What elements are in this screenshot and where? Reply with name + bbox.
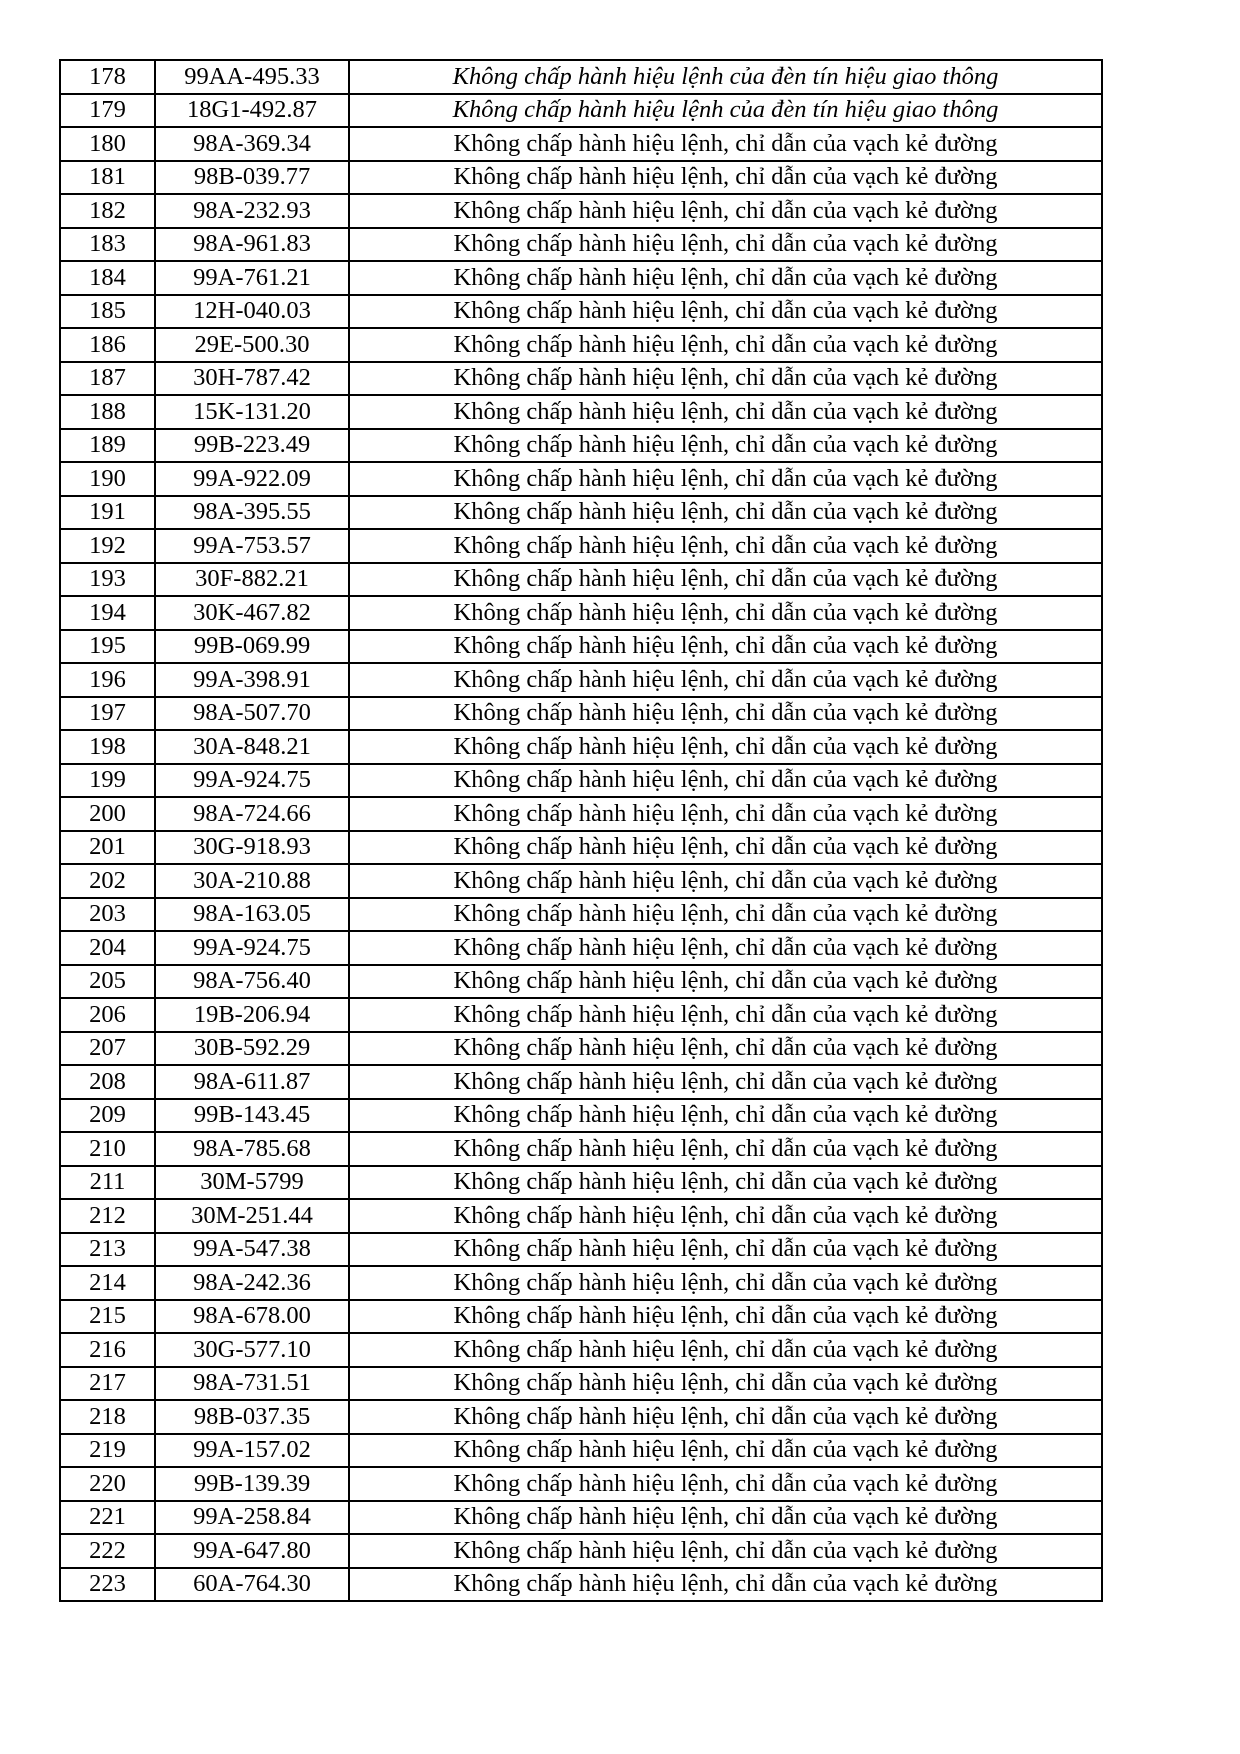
violation-description-cell: Không chấp hành hiệu lệnh, chỉ dẫn của vạch kẻ đường [349, 1367, 1102, 1401]
license-plate-cell: 99AA-495.33 [155, 60, 349, 94]
violation-description-cell: Không chấp hành hiệu lệnh, chỉ dẫn của vạch kẻ đường [349, 1099, 1102, 1133]
table-row [60, 864, 1102, 898]
violation-description-cell: Không chấp hành hiệu lệnh, chỉ dẫn của vạch kẻ đường [349, 931, 1102, 965]
license-plate-cell: 99B-223.49 [155, 429, 349, 463]
license-plate-cell: 99A-157.02 [155, 1434, 349, 1468]
table-row [60, 127, 1102, 161]
row-number-cell: 207 [60, 1032, 155, 1066]
row-number-cell: 201 [60, 831, 155, 865]
row-number-cell: 185 [60, 295, 155, 329]
license-plate-cell: 98B-037.35 [155, 1400, 349, 1434]
row-number-cell: 205 [60, 965, 155, 999]
row-number-cell: 218 [60, 1400, 155, 1434]
license-plate-cell: 98A-611.87 [155, 1065, 349, 1099]
table-row [60, 1501, 1102, 1535]
row-number-cell: 215 [60, 1300, 155, 1334]
row-number-cell: 203 [60, 898, 155, 932]
violation-description-cell: Không chấp hành hiệu lệnh, chỉ dẫn của vạch kẻ đường [349, 663, 1102, 697]
violation-description-cell: Không chấp hành hiệu lệnh, chỉ dẫn của vạch kẻ đường [349, 1534, 1102, 1568]
row-number-cell: 211 [60, 1166, 155, 1200]
table-row [60, 1132, 1102, 1166]
license-plate-cell: 30A-210.88 [155, 864, 349, 898]
violation-description-cell: Không chấp hành hiệu lệnh, chỉ dẫn của vạch kẻ đường [349, 529, 1102, 563]
table-row [60, 1032, 1102, 1066]
table-row [60, 161, 1102, 195]
table-row [60, 395, 1102, 429]
table-row [60, 94, 1102, 128]
license-plate-cell: 98A-242.36 [155, 1266, 349, 1300]
license-plate-cell: 98A-961.83 [155, 228, 349, 262]
violation-description-cell: Không chấp hành hiệu lệnh, chỉ dẫn của vạch kẻ đường [349, 462, 1102, 496]
row-number-cell: 209 [60, 1099, 155, 1133]
table-row [60, 697, 1102, 731]
violation-description-cell: Không chấp hành hiệu lệnh, chỉ dẫn của vạch kẻ đường [349, 596, 1102, 630]
row-number-cell: 193 [60, 563, 155, 597]
row-number-cell: 194 [60, 596, 155, 630]
license-plate-cell: 30M-251.44 [155, 1199, 349, 1233]
row-number-cell: 195 [60, 630, 155, 664]
row-number-cell: 198 [60, 730, 155, 764]
row-number-cell: 222 [60, 1534, 155, 1568]
row-number-cell: 178 [60, 60, 155, 94]
license-plate-cell: 30G-918.93 [155, 831, 349, 865]
row-number-cell: 202 [60, 864, 155, 898]
table-row [60, 998, 1102, 1032]
table-row [60, 1333, 1102, 1367]
license-plate-cell: 30A-848.21 [155, 730, 349, 764]
row-number-cell: 182 [60, 194, 155, 228]
license-plate-cell: 99A-761.21 [155, 261, 349, 295]
row-number-cell: 204 [60, 931, 155, 965]
license-plate-cell: 98A-678.00 [155, 1300, 349, 1334]
table-row [60, 764, 1102, 798]
table-row [60, 60, 1102, 94]
row-number-cell: 200 [60, 797, 155, 831]
violation-description-cell: Không chấp hành hiệu lệnh của đèn tín hiệu giao thông [349, 60, 1102, 94]
table-row [60, 1467, 1102, 1501]
violation-description-cell: Không chấp hành hiệu lệnh, chỉ dẫn của vạch kẻ đường [349, 1032, 1102, 1066]
license-plate-cell: 99A-647.80 [155, 1534, 349, 1568]
table-row [60, 1367, 1102, 1401]
row-number-cell: 189 [60, 429, 155, 463]
violation-description-cell: Không chấp hành hiệu lệnh, chỉ dẫn của vạch kẻ đường [349, 261, 1102, 295]
table-row [60, 462, 1102, 496]
license-plate-cell: 98A-163.05 [155, 898, 349, 932]
row-number-cell: 183 [60, 228, 155, 262]
table-row [60, 328, 1102, 362]
license-plate-cell: 98A-395.55 [155, 496, 349, 530]
row-number-cell: 210 [60, 1132, 155, 1166]
violation-description-cell: Không chấp hành hiệu lệnh, chỉ dẫn của vạch kẻ đường [349, 1333, 1102, 1367]
violation-description-cell: Không chấp hành hiệu lệnh, chỉ dẫn của vạch kẻ đường [349, 194, 1102, 228]
table-row [60, 1065, 1102, 1099]
row-number-cell: 186 [60, 328, 155, 362]
row-number-cell: 184 [60, 261, 155, 295]
table-row [60, 1568, 1102, 1602]
license-plate-cell: 99A-924.75 [155, 764, 349, 798]
row-number-cell: 214 [60, 1266, 155, 1300]
violation-description-cell: Không chấp hành hiệu lệnh, chỉ dẫn của vạch kẻ đường [349, 1166, 1102, 1200]
violation-description-cell: Không chấp hành hiệu lệnh, chỉ dẫn của vạch kẻ đường [349, 563, 1102, 597]
table-row [60, 898, 1102, 932]
table-row [60, 1534, 1102, 1568]
table-row [60, 529, 1102, 563]
license-plate-cell: 99A-922.09 [155, 462, 349, 496]
row-number-cell: 190 [60, 462, 155, 496]
table-row [60, 563, 1102, 597]
table-row [60, 663, 1102, 697]
table-row [60, 730, 1102, 764]
violation-description-cell: Không chấp hành hiệu lệnh, chỉ dẫn của vạch kẻ đường [349, 1400, 1102, 1434]
license-plate-cell: 99A-398.91 [155, 663, 349, 697]
row-number-cell: 208 [60, 1065, 155, 1099]
license-plate-cell: 30H-787.42 [155, 362, 349, 396]
license-plate-cell: 98A-756.40 [155, 965, 349, 999]
table-row [60, 362, 1102, 396]
table-row [60, 1099, 1102, 1133]
license-plate-cell: 30M-5799 [155, 1166, 349, 1200]
violation-description-cell: Không chấp hành hiệu lệnh, chỉ dẫn của vạch kẻ đường [349, 1568, 1102, 1602]
violations-table-body [60, 60, 1102, 1601]
table-row [60, 1233, 1102, 1267]
violation-description-cell: Không chấp hành hiệu lệnh, chỉ dẫn của vạch kẻ đường [349, 730, 1102, 764]
license-plate-cell: 99A-753.57 [155, 529, 349, 563]
row-number-cell: 213 [60, 1233, 155, 1267]
license-plate-cell: 98A-785.68 [155, 1132, 349, 1166]
license-plate-cell: 98A-731.51 [155, 1367, 349, 1401]
license-plate-cell: 98A-507.70 [155, 697, 349, 731]
violation-description-cell: Không chấp hành hiệu lệnh của đèn tín hiệu giao thông [349, 94, 1102, 128]
table-row [60, 1400, 1102, 1434]
row-number-cell: 212 [60, 1199, 155, 1233]
table-row [60, 228, 1102, 262]
table-row [60, 965, 1102, 999]
license-plate-cell: 12H-040.03 [155, 295, 349, 329]
row-number-cell: 197 [60, 697, 155, 731]
license-plate-cell: 98B-039.77 [155, 161, 349, 195]
license-plate-cell: 99B-143.45 [155, 1099, 349, 1133]
row-number-cell: 220 [60, 1467, 155, 1501]
table-row [60, 1199, 1102, 1233]
table-row [60, 1300, 1102, 1334]
violation-description-cell: Không chấp hành hiệu lệnh, chỉ dẫn của vạch kẻ đường [349, 295, 1102, 329]
violation-description-cell: Không chấp hành hiệu lệnh, chỉ dẫn của vạch kẻ đường [349, 965, 1102, 999]
violation-description-cell: Không chấp hành hiệu lệnh, chỉ dẫn của vạch kẻ đường [349, 161, 1102, 195]
license-plate-cell: 99A-258.84 [155, 1501, 349, 1535]
row-number-cell: 179 [60, 94, 155, 128]
violation-description-cell: Không chấp hành hiệu lệnh, chỉ dẫn của vạch kẻ đường [349, 1132, 1102, 1166]
row-number-cell: 223 [60, 1568, 155, 1602]
row-number-cell: 217 [60, 1367, 155, 1401]
row-number-cell: 188 [60, 395, 155, 429]
violation-description-cell: Không chấp hành hiệu lệnh, chỉ dẫn của vạch kẻ đường [349, 496, 1102, 530]
row-number-cell: 216 [60, 1333, 155, 1367]
license-plate-cell: 99A-547.38 [155, 1233, 349, 1267]
table-row [60, 261, 1102, 295]
violation-description-cell: Không chấp hành hiệu lệnh, chỉ dẫn của vạch kẻ đường [349, 630, 1102, 664]
license-plate-cell: 60A-764.30 [155, 1568, 349, 1602]
table-row [60, 1434, 1102, 1468]
violation-description-cell: Không chấp hành hiệu lệnh, chỉ dẫn của vạch kẻ đường [349, 127, 1102, 161]
table-row [60, 831, 1102, 865]
row-number-cell: 206 [60, 998, 155, 1032]
violation-description-cell: Không chấp hành hiệu lệnh, chỉ dẫn của vạch kẻ đường [349, 697, 1102, 731]
table-row [60, 596, 1102, 630]
license-plate-cell: 99B-069.99 [155, 630, 349, 664]
violation-description-cell: Không chấp hành hiệu lệnh, chỉ dẫn của vạch kẻ đường [349, 1434, 1102, 1468]
license-plate-cell: 30B-592.29 [155, 1032, 349, 1066]
license-plate-cell: 18G1-492.87 [155, 94, 349, 128]
license-plate-cell: 99A-924.75 [155, 931, 349, 965]
table-row [60, 295, 1102, 329]
license-plate-cell: 98A-232.93 [155, 194, 349, 228]
violation-description-cell: Không chấp hành hiệu lệnh, chỉ dẫn của vạch kẻ đường [349, 362, 1102, 396]
violation-description-cell: Không chấp hành hiệu lệnh, chỉ dẫn của vạch kẻ đường [349, 1199, 1102, 1233]
license-plate-cell: 30K-467.82 [155, 596, 349, 630]
table-row [60, 496, 1102, 530]
license-plate-cell: 98A-724.66 [155, 797, 349, 831]
license-plate-cell: 98A-369.34 [155, 127, 349, 161]
license-plate-cell: 19B-206.94 [155, 998, 349, 1032]
row-number-cell: 180 [60, 127, 155, 161]
row-number-cell: 196 [60, 663, 155, 697]
license-plate-cell: 99B-139.39 [155, 1467, 349, 1501]
row-number-cell: 219 [60, 1434, 155, 1468]
row-number-cell: 199 [60, 764, 155, 798]
violation-description-cell: Không chấp hành hiệu lệnh, chỉ dẫn của vạch kẻ đường [349, 1300, 1102, 1334]
violation-description-cell: Không chấp hành hiệu lệnh, chỉ dẫn của vạch kẻ đường [349, 797, 1102, 831]
violations-table [59, 59, 1103, 1602]
violation-description-cell: Không chấp hành hiệu lệnh, chỉ dẫn của vạch kẻ đường [349, 1065, 1102, 1099]
row-number-cell: 191 [60, 496, 155, 530]
violation-description-cell: Không chấp hành hiệu lệnh, chỉ dẫn của vạch kẻ đường [349, 764, 1102, 798]
table-row [60, 931, 1102, 965]
row-number-cell: 187 [60, 362, 155, 396]
row-number-cell: 192 [60, 529, 155, 563]
violation-description-cell: Không chấp hành hiệu lệnh, chỉ dẫn của vạch kẻ đường [349, 429, 1102, 463]
table-row [60, 1166, 1102, 1200]
table-row [60, 429, 1102, 463]
license-plate-cell: 29E-500.30 [155, 328, 349, 362]
license-plate-cell: 30F-882.21 [155, 563, 349, 597]
violation-description-cell: Không chấp hành hiệu lệnh, chỉ dẫn của vạch kẻ đường [349, 831, 1102, 865]
violation-description-cell: Không chấp hành hiệu lệnh, chỉ dẫn của vạch kẻ đường [349, 998, 1102, 1032]
table-row [60, 194, 1102, 228]
license-plate-cell: 15K-131.20 [155, 395, 349, 429]
violation-description-cell: Không chấp hành hiệu lệnh, chỉ dẫn của vạch kẻ đường [349, 898, 1102, 932]
violation-description-cell: Không chấp hành hiệu lệnh, chỉ dẫn của vạch kẻ đường [349, 864, 1102, 898]
license-plate-cell: 30G-577.10 [155, 1333, 349, 1367]
violation-description-cell: Không chấp hành hiệu lệnh, chỉ dẫn của vạch kẻ đường [349, 1266, 1102, 1300]
violation-description-cell: Không chấp hành hiệu lệnh, chỉ dẫn của vạch kẻ đường [349, 228, 1102, 262]
row-number-cell: 221 [60, 1501, 155, 1535]
violation-description-cell: Không chấp hành hiệu lệnh, chỉ dẫn của vạch kẻ đường [349, 1501, 1102, 1535]
table-row [60, 797, 1102, 831]
row-number-cell: 181 [60, 161, 155, 195]
table-row [60, 630, 1102, 664]
violation-description-cell: Không chấp hành hiệu lệnh, chỉ dẫn của vạch kẻ đường [349, 395, 1102, 429]
violation-description-cell: Không chấp hành hiệu lệnh, chỉ dẫn của vạch kẻ đường [349, 1467, 1102, 1501]
table-row [60, 1266, 1102, 1300]
violation-description-cell: Không chấp hành hiệu lệnh, chỉ dẫn của vạch kẻ đường [349, 1233, 1102, 1267]
violation-description-cell: Không chấp hành hiệu lệnh, chỉ dẫn của vạch kẻ đường [349, 328, 1102, 362]
